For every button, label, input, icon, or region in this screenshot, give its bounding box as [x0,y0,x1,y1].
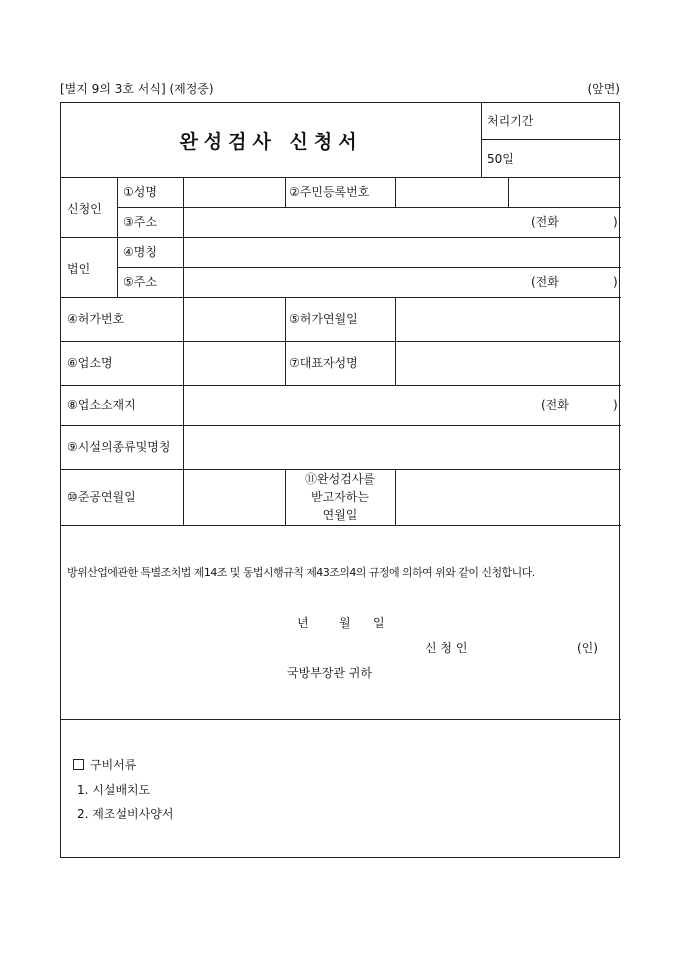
date-year: 년 [297,616,309,630]
application-form [60,102,620,858]
attachment-item: 2. 제조설비사양서 [77,807,174,821]
corporation-phone-label: (전화 [531,275,559,289]
applicant-phone-label: (전화 [531,215,559,229]
business-phone-close: ) [613,398,618,412]
applicant-rrn-label: ②주민등록번호 [289,185,370,199]
business-location-label: ⑧업소소재지 [67,398,136,412]
permit-date-label: ⑤허가연월일 [289,312,358,326]
date-month: 월 [339,616,351,630]
permit-number-label: ④허가번호 [67,312,125,326]
page-side: (앞면) [587,82,620,96]
checkbox-icon [73,759,84,770]
applicant-name-label: ①성명 [123,185,157,199]
applicant-address-label: ③주소 [123,215,157,229]
addressee: 국방부장관 귀하 [287,666,372,680]
business-name-label: ⑥업소명 [67,356,113,370]
date-day: 일 [373,616,385,630]
inspect-date-label-line1: ⑪완성검사를 [305,472,375,486]
attachment-item: 1. 시설배치도 [77,783,151,797]
applicant-phone-close: ) [613,215,618,229]
applicant-signature-label: 신 청 인 [425,641,468,655]
business-rep-label: ⑦대표자성명 [289,356,358,370]
corporation-group-label: 법인 [67,262,91,276]
seal-mark: (인) [577,641,598,655]
completion-date-label: ⑩준공연월일 [67,490,136,504]
declaration-text: 방위산업에관한 특별조치법 제14조 및 동법시행규칙 제43조의4의 규정에 의하여 위와 같이 신청합니다. [67,566,535,579]
attachments-title [73,757,136,773]
corporation-address-label: ⑤주소 [123,275,157,289]
processing-value: 50일 [487,152,514,166]
corporation-phone-close: ) [613,275,618,289]
corporation-name-label: ④명칭 [123,245,157,259]
attachments-title-text: 구비서류 [90,758,137,772]
facility-type-label: ⑨시설의종류및명칭 [67,440,171,454]
applicant-group-label: 신청인 [67,202,102,216]
processing-label: 처리기간 [487,114,534,128]
form-number: [별지 9의 3호 서식] (제정중) [60,82,214,96]
business-phone-label: (전화 [541,398,569,412]
form-title: 완성검사 신청서 [179,131,363,153]
inspect-date-label-line3: 연월일 [322,508,358,522]
inspect-date-label-line2: 받고자하는 [311,490,369,504]
